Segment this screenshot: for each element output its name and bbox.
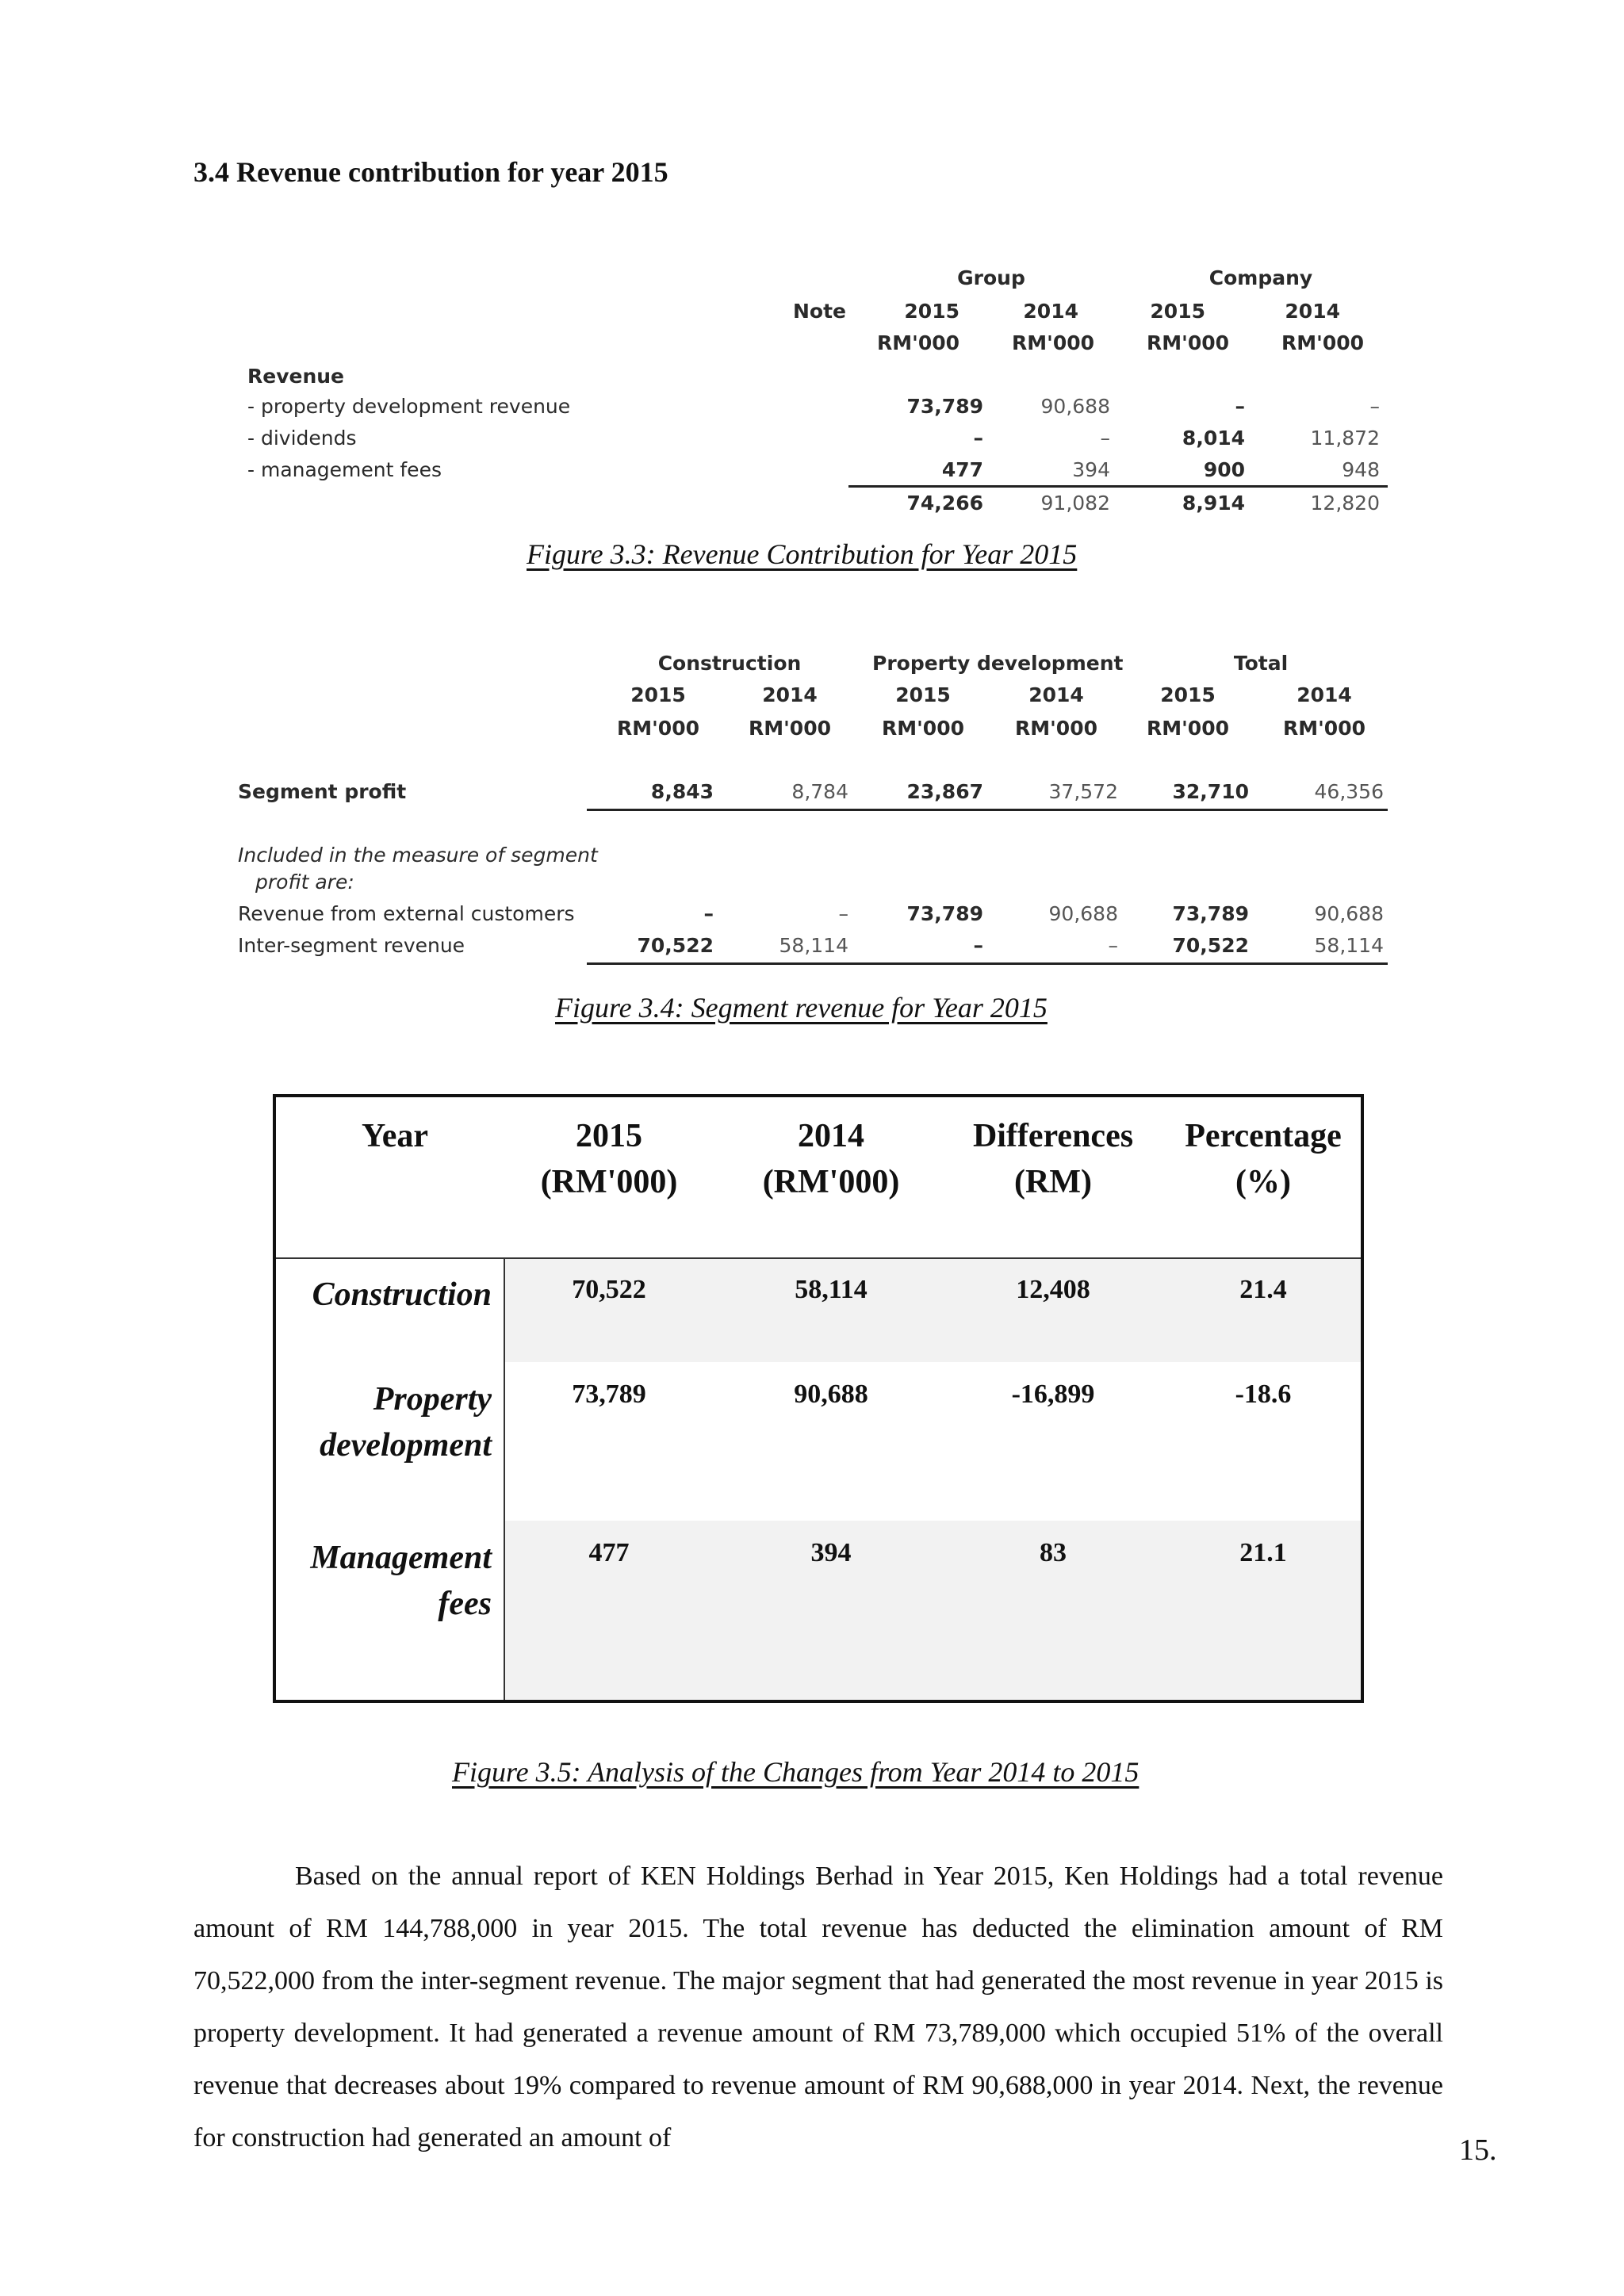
cell: – (1100, 427, 1110, 450)
cell: 70,522 (572, 1275, 646, 1304)
header-year: 2015 (895, 683, 951, 706)
header-unit: RM'000 (882, 717, 964, 740)
included-note: profit are: (255, 871, 354, 894)
figure-3-4-caption: Figure 3.4: Segment revenue for Year 2015 (555, 992, 1048, 1024)
row-label: - property development revenue (247, 395, 571, 418)
cell: – (838, 902, 848, 925)
header-year: 2014 (1297, 683, 1352, 706)
figure-3-5-caption: Figure 3.5: Analysis of the Changes from Year 2014 to 2015 (452, 1756, 1139, 1788)
cell: 23,867 (906, 780, 983, 803)
header-unit: RM'000 (617, 717, 699, 740)
row-label: Inter-segment revenue (238, 934, 465, 957)
revenue-section-label: Revenue (247, 365, 345, 388)
header-year: 2014 (1023, 300, 1078, 323)
label-divider (504, 1259, 505, 1700)
total-rule (848, 485, 1388, 488)
cell: 477 (588, 1538, 630, 1567)
header-construction: Construction (657, 652, 802, 675)
row-label-construction: Construction (312, 1276, 492, 1313)
cell: 32,710 (1172, 780, 1249, 803)
cell: 46,356 (1314, 780, 1384, 803)
cell: 73,789 (906, 902, 983, 925)
cell: 58,114 (1314, 934, 1384, 957)
row-label: - dividends (247, 427, 357, 450)
cell: 8,784 (791, 780, 848, 803)
cell: 12,408 (1016, 1275, 1090, 1304)
body-paragraph (193, 1850, 1443, 2164)
cell: -18.6 (1235, 1380, 1292, 1409)
paragraph-text: Based on the annual report of KEN Holdings Berhad in Year 2015, Ken Holdings had a total revenue amount of RM 144,788,000 in year 2015. The total revenue has deducted the elimination amount of RM 70,522,000 from the inter-segment revenue. The major segment that had generated the most revenue in year 2015 is property development. It had generated a revenue amount of RM 73,789,000 which occupied 51% of the overall revenue that decreases about 19% compared to revenue amount of RM 90,688,000 in year 2014. Next, the revenue for construction had generated an amount of (193, 1862, 1443, 2152)
header-year: 2015 (904, 300, 959, 323)
header-note: Note (793, 300, 847, 323)
cell: 11,872 (1310, 427, 1380, 450)
section-heading: 3.4 Revenue contribution for year 2015 (193, 156, 668, 188)
header-total: Total (1233, 652, 1289, 675)
cell: – (1369, 395, 1380, 418)
header-unit: RM'000 (1015, 717, 1097, 740)
cell: -16,899 (1011, 1380, 1095, 1409)
cell: 21.4 (1239, 1275, 1287, 1304)
header-unit: RM'000 (749, 717, 831, 740)
cell: – (973, 427, 983, 450)
segment-profit-label: Segment profit (238, 780, 407, 803)
cell: 8,843 (650, 780, 714, 803)
inter-segment-rule (587, 962, 1388, 965)
cell: 90,688 (1040, 395, 1110, 418)
header-property: Property development (872, 652, 1124, 675)
header-year: 2014 (1028, 683, 1084, 706)
header-unit: RM'000 (1012, 331, 1094, 354)
cell: 394 (1072, 458, 1110, 481)
cell: 21.1 (1239, 1538, 1287, 1567)
header-2015-col: 2015 (RM'000) (540, 1118, 678, 1200)
cell: 394 (810, 1538, 852, 1567)
total-cell: 91,082 (1040, 492, 1110, 515)
header-unit: RM'000 (877, 331, 959, 354)
analysis-table (273, 1094, 1364, 1703)
cell: 8,014 (1182, 427, 1245, 450)
header-year: 2015 (1150, 300, 1205, 323)
header-2014-col: 2014 (RM'000) (762, 1118, 900, 1200)
header-unit: RM'000 (1147, 331, 1229, 354)
cell: 90,688 (1314, 902, 1384, 925)
header-unit: RM'000 (1281, 331, 1364, 354)
cell: 73,789 (906, 395, 983, 418)
total-cell: 12,820 (1310, 492, 1380, 515)
total-cell: 8,914 (1182, 492, 1245, 515)
row-label-management-fees: Management fees (310, 1540, 492, 1622)
header-year: 2014 (1285, 300, 1340, 323)
segment-profit-rule (587, 809, 1388, 811)
header-year: 2015 (1160, 683, 1216, 706)
header-year-col: Year (362, 1118, 428, 1154)
header-group: Group (957, 266, 1025, 289)
header-year: 2015 (630, 683, 686, 706)
cell: 73,789 (1172, 902, 1249, 925)
header-unit: RM'000 (1283, 717, 1365, 740)
cell: 58,114 (779, 934, 848, 957)
row-label: - management fees (247, 458, 442, 481)
cell: 477 (941, 458, 983, 481)
cell: – (1235, 395, 1245, 418)
cell: 900 (1203, 458, 1245, 481)
cell: 90,688 (1048, 902, 1118, 925)
header-unit: RM'000 (1147, 717, 1229, 740)
cell: 58,114 (795, 1275, 868, 1304)
page-number: 15. (1459, 2133, 1497, 2167)
cell: 90,688 (794, 1380, 868, 1409)
cell: 70,522 (1172, 934, 1249, 957)
cell: 37,572 (1048, 780, 1118, 803)
header-company: Company (1208, 266, 1313, 289)
cell: – (1108, 934, 1118, 957)
header-divider (276, 1257, 1361, 1259)
row-label: Revenue from external customers (238, 902, 575, 925)
row-label-property-development: Property development (320, 1381, 492, 1464)
header-year: 2014 (762, 683, 818, 706)
cell: 70,522 (637, 934, 714, 957)
cell: 83 (1040, 1538, 1067, 1567)
figure-3-3-caption: Figure 3.3: Revenue Contribution for Year 2015 (527, 538, 1078, 570)
included-note: Included in the measure of segment (238, 844, 598, 867)
cell: – (973, 934, 983, 957)
total-cell: 74,266 (906, 492, 983, 515)
header-percentage-col: Percentage (%) (1185, 1118, 1342, 1200)
cell: 948 (1342, 458, 1380, 481)
cell: 73,789 (572, 1380, 646, 1409)
cell: – (703, 902, 714, 925)
header-differences-col: Differences (RM) (972, 1118, 1134, 1200)
